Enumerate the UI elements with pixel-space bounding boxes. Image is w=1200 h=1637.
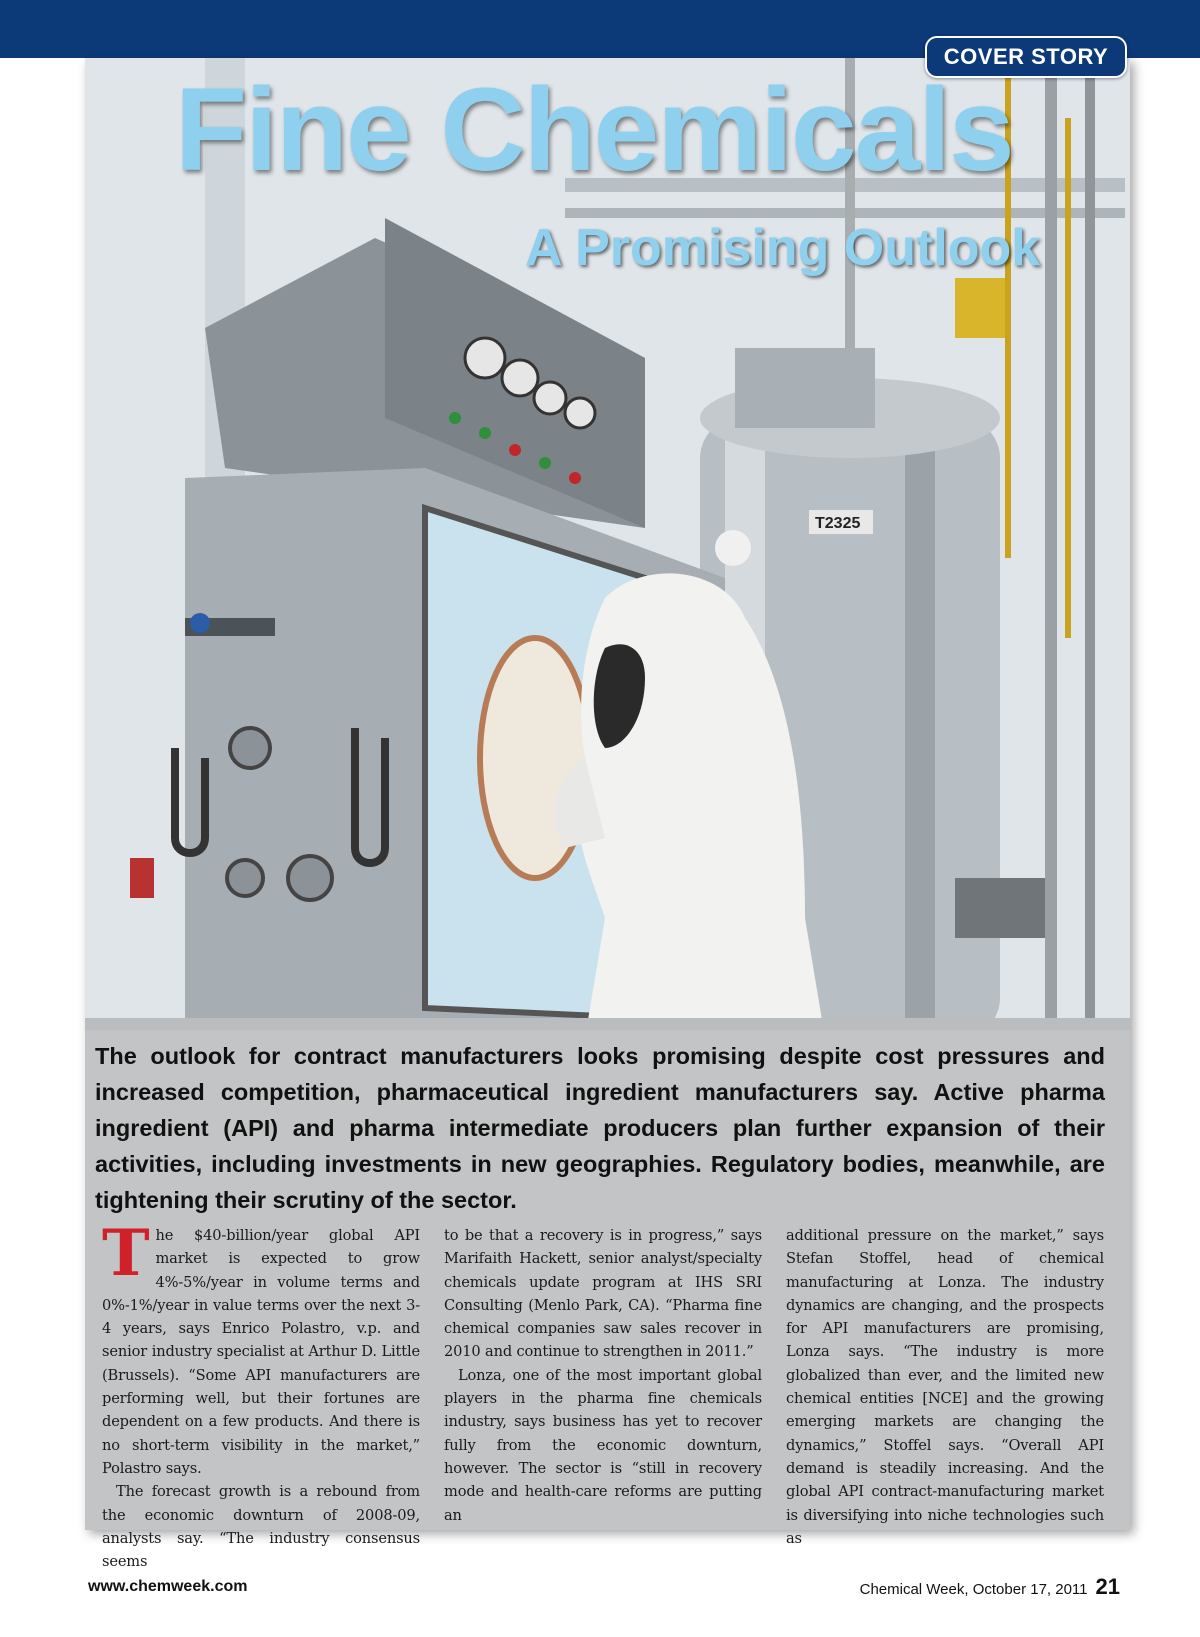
- body-column-3: [786, 1224, 1104, 1550]
- drop-cap: T: [102, 1216, 150, 1291]
- body-paragraph: Lonza, one of the most important global players in the pharma fine chemicals industry, says business has yet to recover fully from the economic downturn, however. The sector is “still in recovery mode and health-care reforms are putting an: [444, 1366, 762, 1524]
- article-subtitle: A Promising Outlook: [525, 219, 1041, 277]
- body-paragraph: additional pressure on the market,” says Stefan Stoffel, head of chemical manufacturing at Lonza. The industry dynamics are changing, and the prospects for API manufacturers are promising, Lonza says. “The industry is more globalized than ever, and the limited new chemical entities [NCE] and the growing emerging markets are changing the dynamics,” Stoffel says. “Overall API demand is steadily increasing. And the global API contract-manufacturing market is diversifying into niche technologies such as: [786, 1227, 1104, 1547]
- body-paragraph: The forecast growth is a rebound from the economic downturn of 2008-09, analysts say. “The industry consensus seems: [102, 1483, 420, 1571]
- footer-website-link[interactable]: www.chemweek.com: [88, 1578, 248, 1595]
- publication-date: Chemical Week, October 17, 2011: [859, 1581, 1088, 1598]
- footer-publication-info: [860, 1574, 1120, 1600]
- tank-label: T2325: [815, 515, 861, 532]
- body-column-1: [102, 1216, 420, 1573]
- page-number: 21: [1095, 1574, 1120, 1599]
- body-paragraph: to be that a recovery is in progress,” says Marifaith Hackett, senior analyst/specialty chemicals update program at IHS SRI Consulting (Menlo Park, CA). “Pharma fine chemical companies saw sales recover in 2010 and continue to strengthen in 2011.”: [444, 1227, 762, 1361]
- cover-story-badge: COVER STORY: [925, 36, 1127, 78]
- article-deck: The outlook for contract manufacturers looks promising despite cost pressures and increased competition, pharmaceutical ingredient manufacturers say. Active pharma ingredient (API) and pharma intermediate producers plan further expansion of their activities, including investments in new geographies. Regulatory bodies, meanwhile, are tightening their scrutiny of the sector.: [95, 1043, 1105, 1213]
- body-column-2: [444, 1224, 762, 1527]
- article-title: Fine Chemicals: [175, 64, 1013, 196]
- body-paragraph: The $40-billion/year global API market is expected to grow 4%-5%/year in volume terms and 0%-1%/year in value terms over the next 3-4 years, says Enrico Polastro, v.p. and senior industry specialist at Arthur D. Little (Brussels). “Some API manufacturers are performing well, but their fortunes are dependent on a few products. And there is no short-term visibility in the market,” Polastro says.: [102, 1216, 420, 1477]
